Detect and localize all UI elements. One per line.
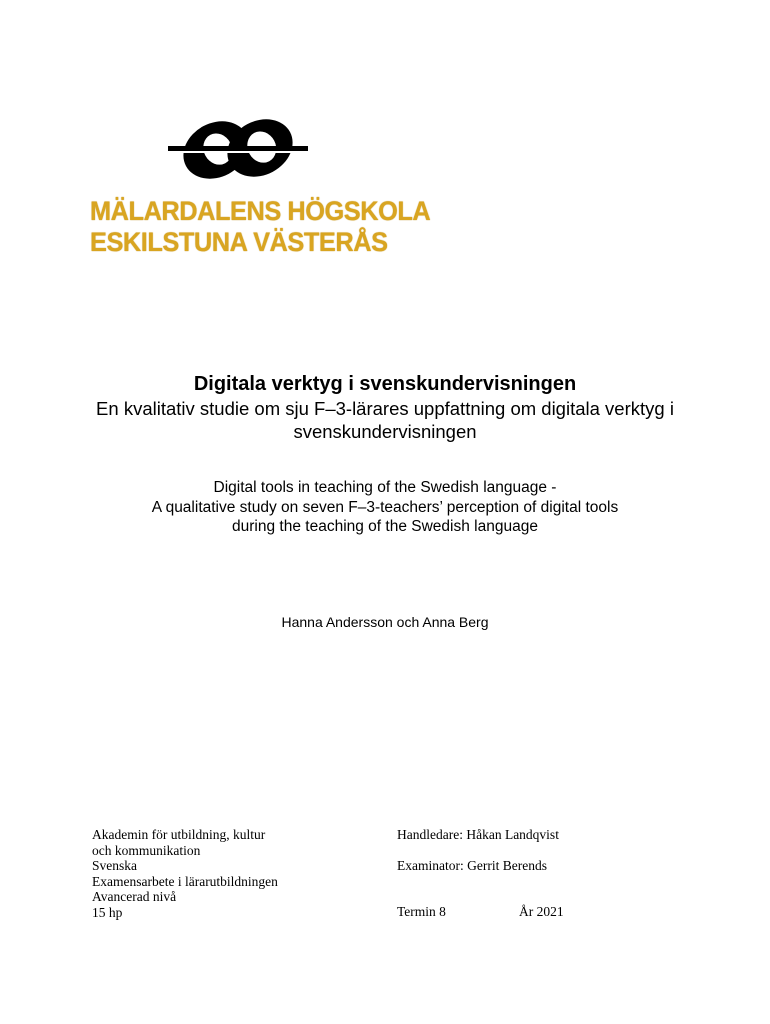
- supervisor: Handledare: Håkan Landqvist: [397, 827, 559, 842]
- year: År 2021: [519, 904, 564, 919]
- authors: Hanna Andersson och Anna Berg: [281, 614, 489, 630]
- university-logo: [90, 108, 431, 268]
- logo-line-1: MÄLARDALENS HÖGSKOLA: [90, 196, 431, 226]
- thesis-type: Examensarbete i lärarutbildningen: [92, 873, 278, 889]
- english-title-line-2: A qualitative study on seven F–3-teachers’ perception of digital tools: [151, 498, 619, 516]
- thesis-title: Digitala verktyg i svenskundervisningen: [193, 373, 577, 395]
- academy-line-1: Akademin för utbildning, kultur: [92, 827, 266, 842]
- level: Avancerad nivå: [92, 889, 177, 904]
- logo-wordmark: [90, 196, 431, 258]
- term: Termin 8: [397, 904, 446, 919]
- english-title-line-1: Digital tools in teaching of the Swedish language -: [213, 479, 557, 496]
- english-title: [75, 478, 695, 537]
- academy-line-2: och kommunikation: [92, 842, 201, 858]
- thesis-subtitle: En kvalitativ studie om sju F–3-lärares uppfattning om digitala verktyg i svenskundervisningen: [96, 398, 674, 442]
- logo-line-2: ESKILSTUNA VÄSTERÅS: [90, 227, 388, 257]
- double-o-logo-mark-icon: [168, 110, 308, 190]
- course-info: [92, 827, 352, 920]
- subject: Svenska: [92, 858, 137, 873]
- examiner: Examinator: Gerrit Berends: [397, 858, 547, 873]
- credits: 15 hp: [92, 904, 123, 920]
- english-title-line-3: during the teaching of the Swedish language: [232, 518, 538, 535]
